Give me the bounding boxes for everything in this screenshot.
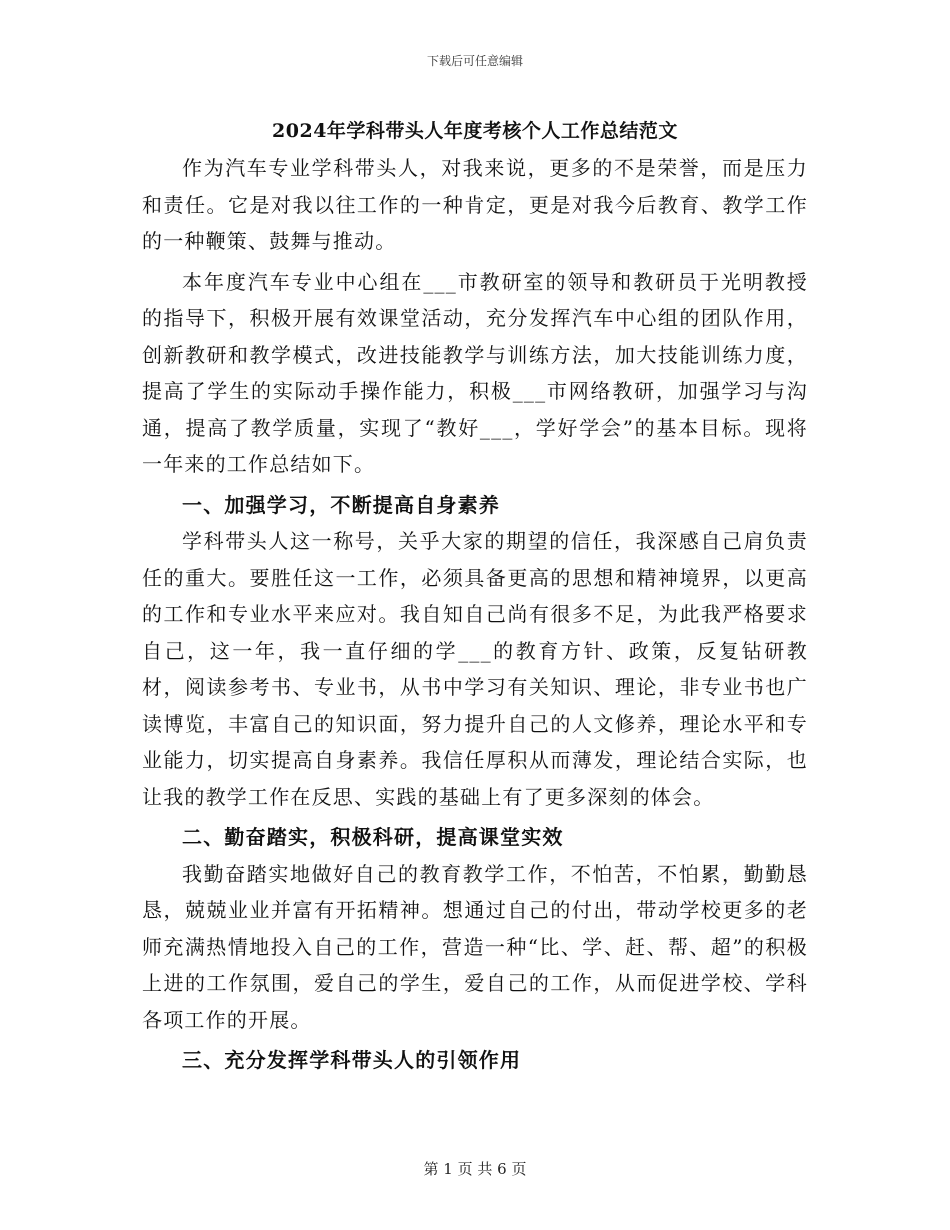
document-title: 2024年学科带头人年度考核个人工作总结范文 [272, 120, 678, 142]
document-body [142, 150, 808, 1079]
section-2-paragraph: 我勤奋踏实地做好自己的教育教学工作，不怕苦，不怕累，勤勤恳恳，兢兢业业并富有开拓精神。想通过自己的付出，带动学校更多的老师充满热情地投入自己的工作，营造一种“比、学、赶、帮、超”的积极上进的工作氛围，爱自己的学生，爱自己的工作，从而促进学校、学科各项工作的开展。 [142, 861, 808, 1032]
section-heading-3: 三、充分发挥学科带头人的引领作用 [182, 1048, 522, 1072]
section-heading-2: 二、勤奋踏实，积极科研，提高课堂实效 [182, 825, 564, 849]
section-heading-1: 一、加强学习，不断提高自身素养 [182, 492, 500, 517]
page-number: 第 1 页 共 6 页 [423, 1160, 527, 1178]
page-header-note: 下载后可任意编辑 [426, 54, 523, 68]
overview-paragraph: 本年度汽车专业中心组在___市教研室的领导和教研员于光明教授的指导下，积极开展有效课堂活动，充分发挥汽车中心组的团队作用，创新教研和教学模式，改进技能教学与训练方法，加大技能训练力度，提高了学生的实际动手操作能力，积极___市网络教研，加强学习与沟通，提高了教学质量，实现了“教好___，学好学会”的基本目标。现将一年来的工作总结如下。 [142, 269, 808, 476]
intro-paragraph: 作为汽车专业学科带头人，对我来说，更多的不是荣誉，而是压力和责任。它是对我以往工作的一种肯定，更是对我今后教育、教学工作的一种鞭策、鼓舞与推动。 [142, 156, 808, 253]
section-1-paragraph: 学科带头人这一称号，关乎大家的期望的信任，我深感自己肩负责任的重大。要胜任这一工作，必须具备更高的思想和精神境界，以更高的工作和专业水平来应对。我自知自己尚有很多不足，为此我严格要求自己，这一年，我一直仔细的学___的教育方针、政策，反复钻研教材，阅读参考书、专业书，从书中学习有关知识、理论，非专业书也广读博览，丰富自己的知识面，努力提升自己的人文修养，理论水平和专业能力，切实提高自身素养。我信任厚积从而薄发，理论结合实际，也让我的教学工作在反思、实践的基础上有了更多深刻的体会。 [142, 529, 808, 809]
